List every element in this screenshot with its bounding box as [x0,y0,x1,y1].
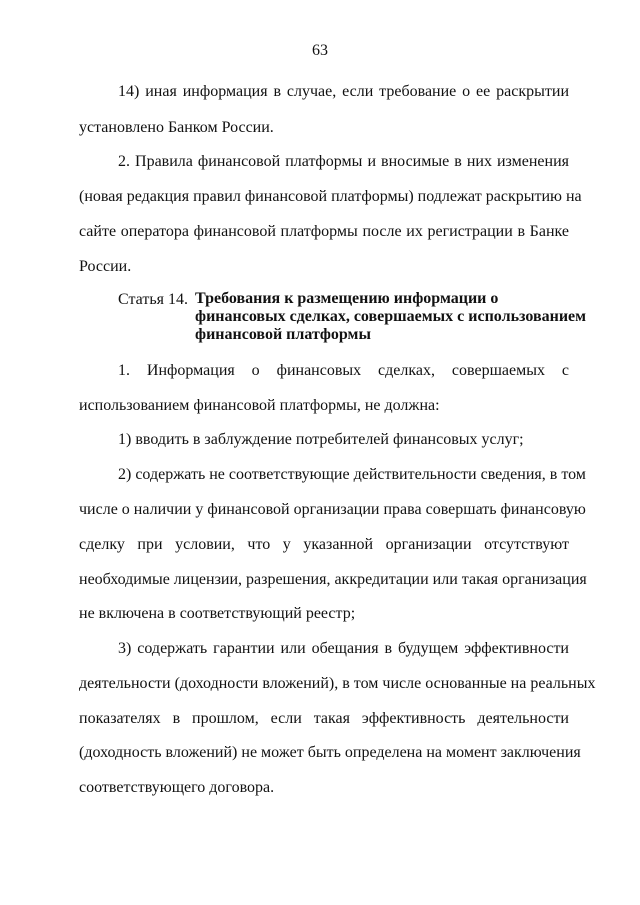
subitem-2-line-2: числе о наличии у финансовой организации права совершать финансовую [79,501,586,518]
subitem-2-line-5: не включена в соответствующий реестр; [79,605,356,622]
paragraph-14-line-2: установлено Банком России. [79,119,274,136]
paragraph-2-line-4: России. [79,258,132,275]
article-label: Статья 14. [118,291,188,308]
subitem-3-line-5: соответствующего договора. [79,779,275,796]
paragraph-2-line-2: (новая редакция правил финансовой платформы) подлежат раскрытию на [79,188,582,205]
subitem-3-line-2: деятельности (доходности вложений), в том числе основанные на реальных [79,675,596,692]
subitem-3-line-3: показателях в прошлом, если такая эффективность деятельности [79,710,569,727]
subitem-2-line-3: сделку при условии, что у указанной организации отсутствуют [79,536,569,553]
article-title-line-3: финансовой платформы [195,326,371,343]
paragraph-2-line-3: сайте оператора финансовой платформы после их регистрации в Банке [79,223,569,240]
item-1-line-2: использованием финансовой платформы, не должна: [79,397,440,414]
subitem-3-line-4: (доходность вложений) не может быть определена на момент заключения [79,744,581,761]
page-number: 63 [312,42,328,59]
article-title-line-2: финансовых сделках, совершаемых с использованием [195,308,587,325]
subitem-2-line-1: 2) содержать не соответствующие действительности сведения, в том [118,466,586,483]
item-1-line-1: 1. Информация о финансовых сделках, совершаемых с [118,362,569,379]
subitem-2-line-4: необходимые лицензии, разрешения, аккредитации или такая организация [79,571,587,588]
article-title [195,290,587,344]
subitem-1-line-1: 1) вводить в заблуждение потребителей финансовых услуг; [118,431,524,448]
article-title-line-1: Требования к размещению информации о [195,290,499,307]
paragraph-2-line-1: 2. Правила финансовой платформы и вносимые в них изменения [118,153,569,170]
subitem-3-line-1: 3) содержать гарантии или обещания в будущем эффективности [118,640,569,657]
paragraph-14-line-1: 14) иная информация в случае, если требование о ее раскрытии [118,83,569,100]
